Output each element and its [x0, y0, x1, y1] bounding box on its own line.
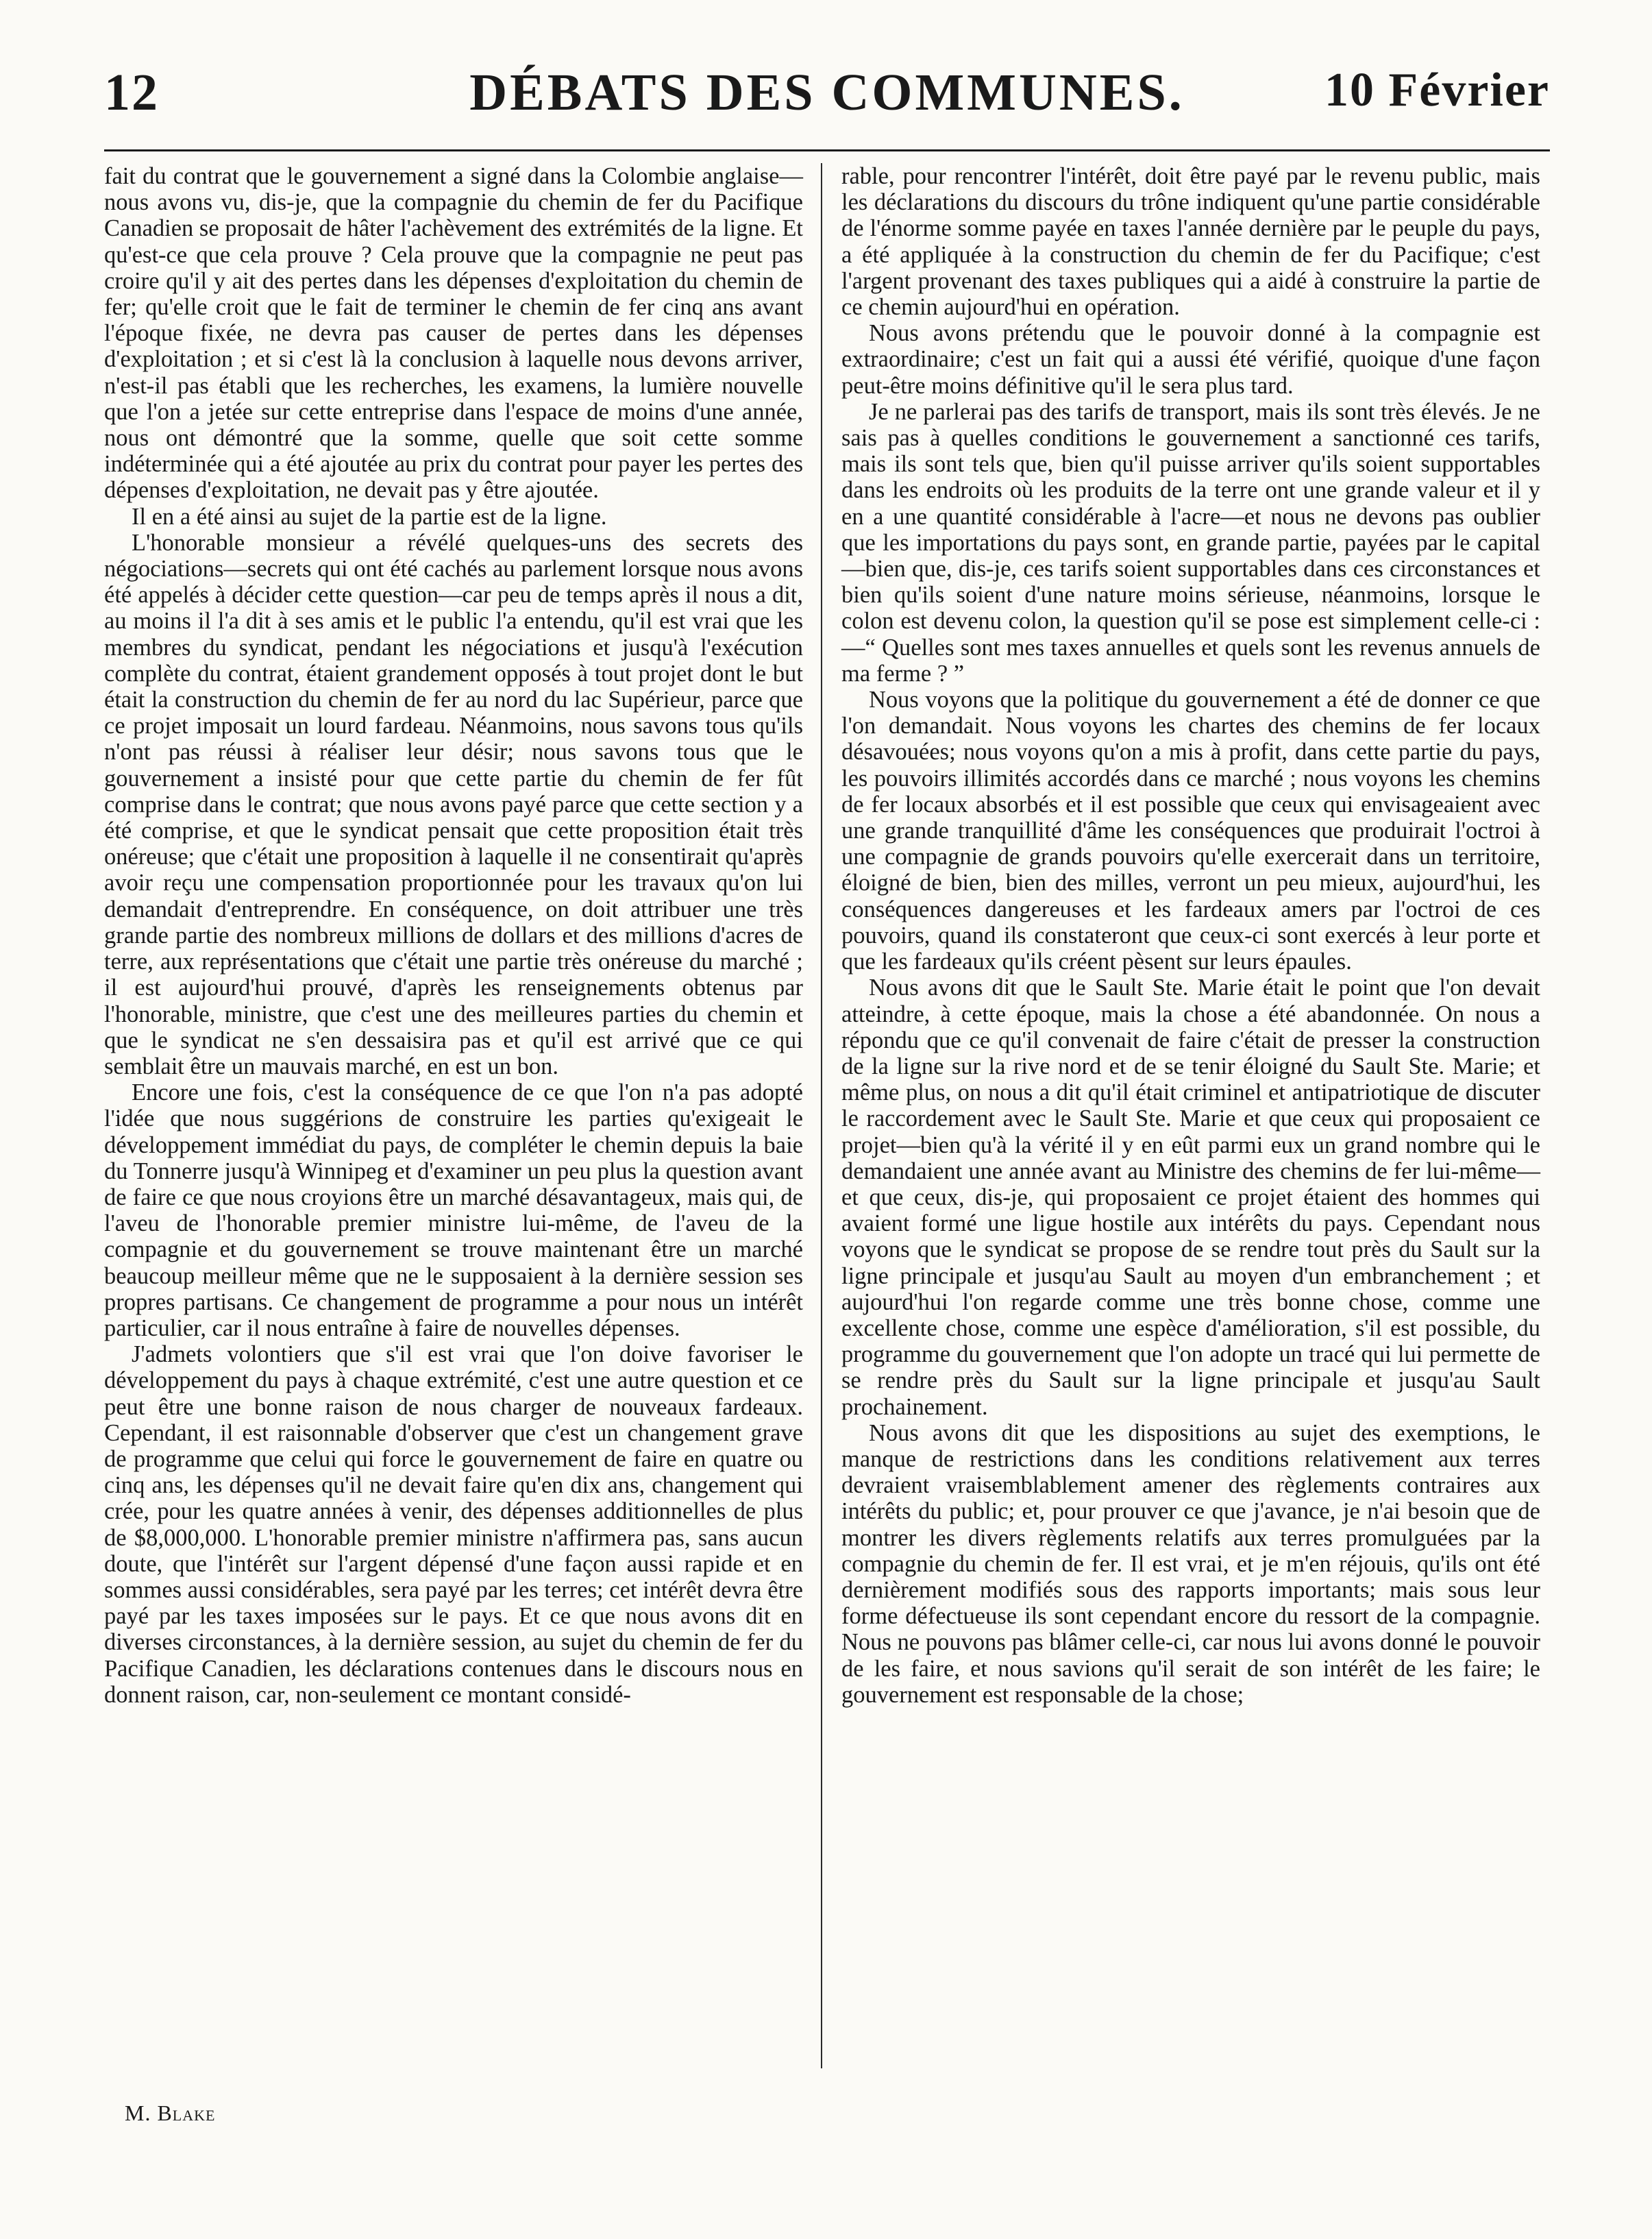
right-column: [841, 163, 1540, 1708]
running-title: DÉBATS DES COMMUNES.: [469, 64, 1185, 121]
header-date: 10 Février: [1324, 64, 1550, 117]
column-divider: [821, 163, 822, 2068]
left-column: [104, 163, 803, 1708]
paragraph: Nous avons dit que le Sault Ste. Marie était le point que l'on devait atteindre, à cette époque, mais la chose a été abandonnée. On nous a répondu que ce qu'il convenait de faire c'était de presser la construction de la ligne sur la rive nord et de se tenir éloigné du Sault Ste. Marie; et même plus, on nous a dit qu'il était criminel et antipatriotique de discuter le raccordement avec le Sault Ste. Marie et que ceux qui proposaient ce projet—bien qu'à la vérité il y en eût parmi eux un grand nombre qui le demandaient une année avant au Ministre des chemins de fer lui-même—et que ceux, dis-je, qui proposaient ce projet étaient des hommes qui avaient formé une ligue hostile aux intérêts du pays. Cependant nous voyons que le syndicat se propose de se rendre tout près du Sault sur la ligne principale et jusqu'au Sault au moyen d'un embranchement ; et aujourd'hui l'on regarde comme une très bonne chose, comme une excellente chose, comme une espèce d'amélioration, s'il est possible, du programme du gouvernement que l'on adopte un tracé qui lui permette de se rendre près du Sault sur la ligne principale et jusqu'au Sault prochainement.: [841, 975, 1540, 1420]
speaker-name: M. Blake: [125, 2101, 216, 2125]
header-rule: [104, 149, 1550, 151]
paragraph: Nous avons prétendu que le pouvoir donné à la compagnie est extraordinaire; c'est un fait qui a aussi été vérifié, quoique d'une façon peut-être moins définitive qu'il le sera plus tard.: [841, 320, 1540, 399]
paragraph: Je ne parlerai pas des tarifs de transport, mais ils sont très élevés. Je ne sais pas à quelles conditions le gouvernement a sanctionné ces tarifs, mais ils sont tels que, bien qu'il puisse arriver qu'ils soient supportables dans les endroits où les produits de la terre ont une grande valeur et il y en a une quantité considérable à l'acre—et nous ne devons pas oublier que les importations du pays sont, en grande partie, payées par le capital—bien que, dis-je, ces tarifs soient supportables dans ces circonstances et bien qu'ils soient d'une nature moins sérieuse, néanmoins, lorsque le colon est devenu colon, la question qu'il se pose est simplement celle-ci :—“ Quelles sont mes taxes annuelles et quels sont les revenus annuels de ma ferme ? ”: [841, 398, 1540, 687]
paragraph: L'honorable monsieur a révélé quelques-uns des secrets des négociations—secrets qui ont été cachés au parlement lorsque nous avons été appelés à décider cette question—car peu de temps après il nous a dit, au moins il l'a dit à ses amis et le public l'a entendu, qu'il est vrai que les membres du syndicat, pendant les négociations et jusqu'à l'exécution complète du contrat, étaient grandement opposés à tout projet dont le but était la construction du chemin de fer au nord du lac Supérieur, parce que ce projet imposait un lourd fardeau. Néanmoins, nous savons tous qu'ils n'ont pas réussi à réaliser leur désir; nous savons tous que le gouvernement a insisté pour que cette partie du chemin de fer fût comprise dans le contrat; que nous avons payé parce que cette section y a été comprise, et que le syndicat pensait que cette proposition était très onéreuse; que c'était une proposition à laquelle il ne consentirait qu'après avoir reçu une compensation proportionnée pour les travaux qu'on lui demandait d'entreprendre. En conséquence, on doit attribuer une très grande partie des nombreux millions de dollars et des millions d'acres de terre, aux représentations que c'était une partie très onéreuse du marché ; il est aujourd'hui prouvé, d'après les renseignements obtenus par l'honorable, ministre, que c'est une des meilleures parties du chemin et que le syndicat ne s'en dessaisira pas et qu'il est arrivé que ce qui semblait être un mauvais marché, en est un bon.: [104, 529, 803, 1079]
paragraph: Nous avons dit que les dispositions au sujet des exemptions, le manque de restrictions dans les conditions relativement aux terres devraient vraisemblablement amener des règlements contraires aux intérêts du public; et, pour prouver ce que j'avance, je n'ai besoin que de montrer les divers règlements relatifs aux terres promulguées par la compagnie du chemin de fer. Il est vrai, et je m'en réjouis, qu'ils ont été dernièrement modifiés sous des rapports importants; mais sous leur forme défectueuse ils sont cependant encore du ressort de la compagnie. Nous ne pouvons pas blâmer celle-ci, car nous lui avons donné le pouvoir de les faire, et nous savions qu'il serait de son intérêt de les faire; le gouvernement est responsable de la chose;: [841, 1419, 1540, 1708]
paragraph: Il en a été ainsi au sujet de la partie est de la ligne.: [132, 503, 607, 530]
paragraph: rable, pour rencontrer l'intérêt, doit être payé par le revenu public, mais les déclarations du discours du trône indiquent qu'une partie considérable de l'énorme somme payée en taxes l'année dernière par le peuple du pays, a été appliquée à la construction du chemin de fer du Pacifique; c'est l'argent provenant des taxes publiques qui a aidé à construire la partie de ce chemin aujourd'hui en opération.: [841, 163, 1540, 321]
paragraph: Nous voyons que la politique du gouvernement a été de donner ce que l'on demandait. Nous voyons les chartes des chemins de fer locaux désavouées; nous voyons qu'on a mis à profit, dans cette partie du pays, les pouvoirs illimités accordés dans ce marché ; nous voyons les chemins de fer locaux absorbés et il est possible que ceux qui envisageaient avec une grande tranquillité d'âme les conséquences que produirait l'octroi à une compagnie de grands pouvoirs qu'elle exercerait dans un territoire, éloigné de bien, bien des milles, verront un peu mieux, aujourd'hui, les conséquences dangereuses et les fardeaux amers par l'octroi de ces pouvoirs, quand ils constateront que ceux-ci sont exercés à leur porte et que les fardeaux qu'ils créent pèsent sur leurs épaules.: [841, 687, 1540, 975]
paragraph: fait du contrat que le gouvernement a signé dans la Colombie anglaise—nous avons vu, dis-je, que la compagnie du chemin de fer du Pacifique Canadien se proposait de hâter l'achèvement des extrémités de la ligne. Et qu'est-ce que cela prouve ? Cela prouve que la compagnie ne peut pas croire qu'il y ait des pertes dans les dépenses d'exploitation du chemin de fer; qu'elle croit que le fait de terminer le chemin de fer cinq ans avant l'époque fixée, ne devra pas causer de pertes dans les dépenses d'exploitation ; et si c'est là la conclusion à laquelle nous devons arriver, n'est-il pas établi que les recherches, les examens, la lumière nouvelle que l'on a jetée sur cette entreprise dans l'espace de moins d'une année, nous ont démontré que la somme, quelle que soit cette somme indéterminée qui a été ajoutée au prix du contrat pour payer les pertes des dépenses d'exploitation, ne devait pas y être ajoutée.: [104, 163, 803, 504]
paragraph: J'admets volontiers que s'il est vrai que l'on doive favoriser le développement du pays à chaque extrémité, c'est une autre question et ce peut être une bonne raison de nous charger de nouveaux fardeaux. Cependant, il est raisonnable d'observer que c'est un changement grave de programme que celui qui force le gouvernement de faire en quatre ou cinq ans, les dépenses qu'il ne devait faire qu'en dix ans, changement qui crée, pour les quatre années à venir, des dépenses additionnelles de plus de $8,000,000. L'honorable premier ministre n'affirmera pas, sans aucun doute, que l'intérêt sur l'argent dépensé d'une façon aussi rapide et en sommes aussi considérables, sera payé par les terres; cet intérêt devra être payé par les taxes imposées sur le pays. Et ce que nous avons dit en diverses circonstances, à la dernière session, au sujet du chemin de fer du Pacifique Canadien, les déclarations contenues dans le discours nous en donnent raison, car, non-seulement ce montant considé-: [104, 1341, 803, 1708]
page-number: 12: [104, 64, 159, 121]
paragraph: Encore une fois, c'est la conséquence de ce que l'on n'a pas adopté l'idée que nous suggérions de construire les parties qu'exigeait le développement immédiat du pays, de compléter le chemin depuis la baie du Tonnerre jusqu'à Winnipeg et d'examiner un peu plus la question avant de faire ce que nous croyions être un marché désavantageux, mais qui, de l'aveu de l'honorable premier ministre lui-même, de l'aveu de la compagnie et du gouvernement se trouve maintenant être un marché beaucoup meilleur même que ne le supposaient à la dernière session ses propres partisans. Ce changement de programme a pour nous un intérêt particulier, car il nous entraîne à faire de nouvelles dépenses.: [104, 1079, 803, 1341]
page-header: [104, 63, 1550, 138]
